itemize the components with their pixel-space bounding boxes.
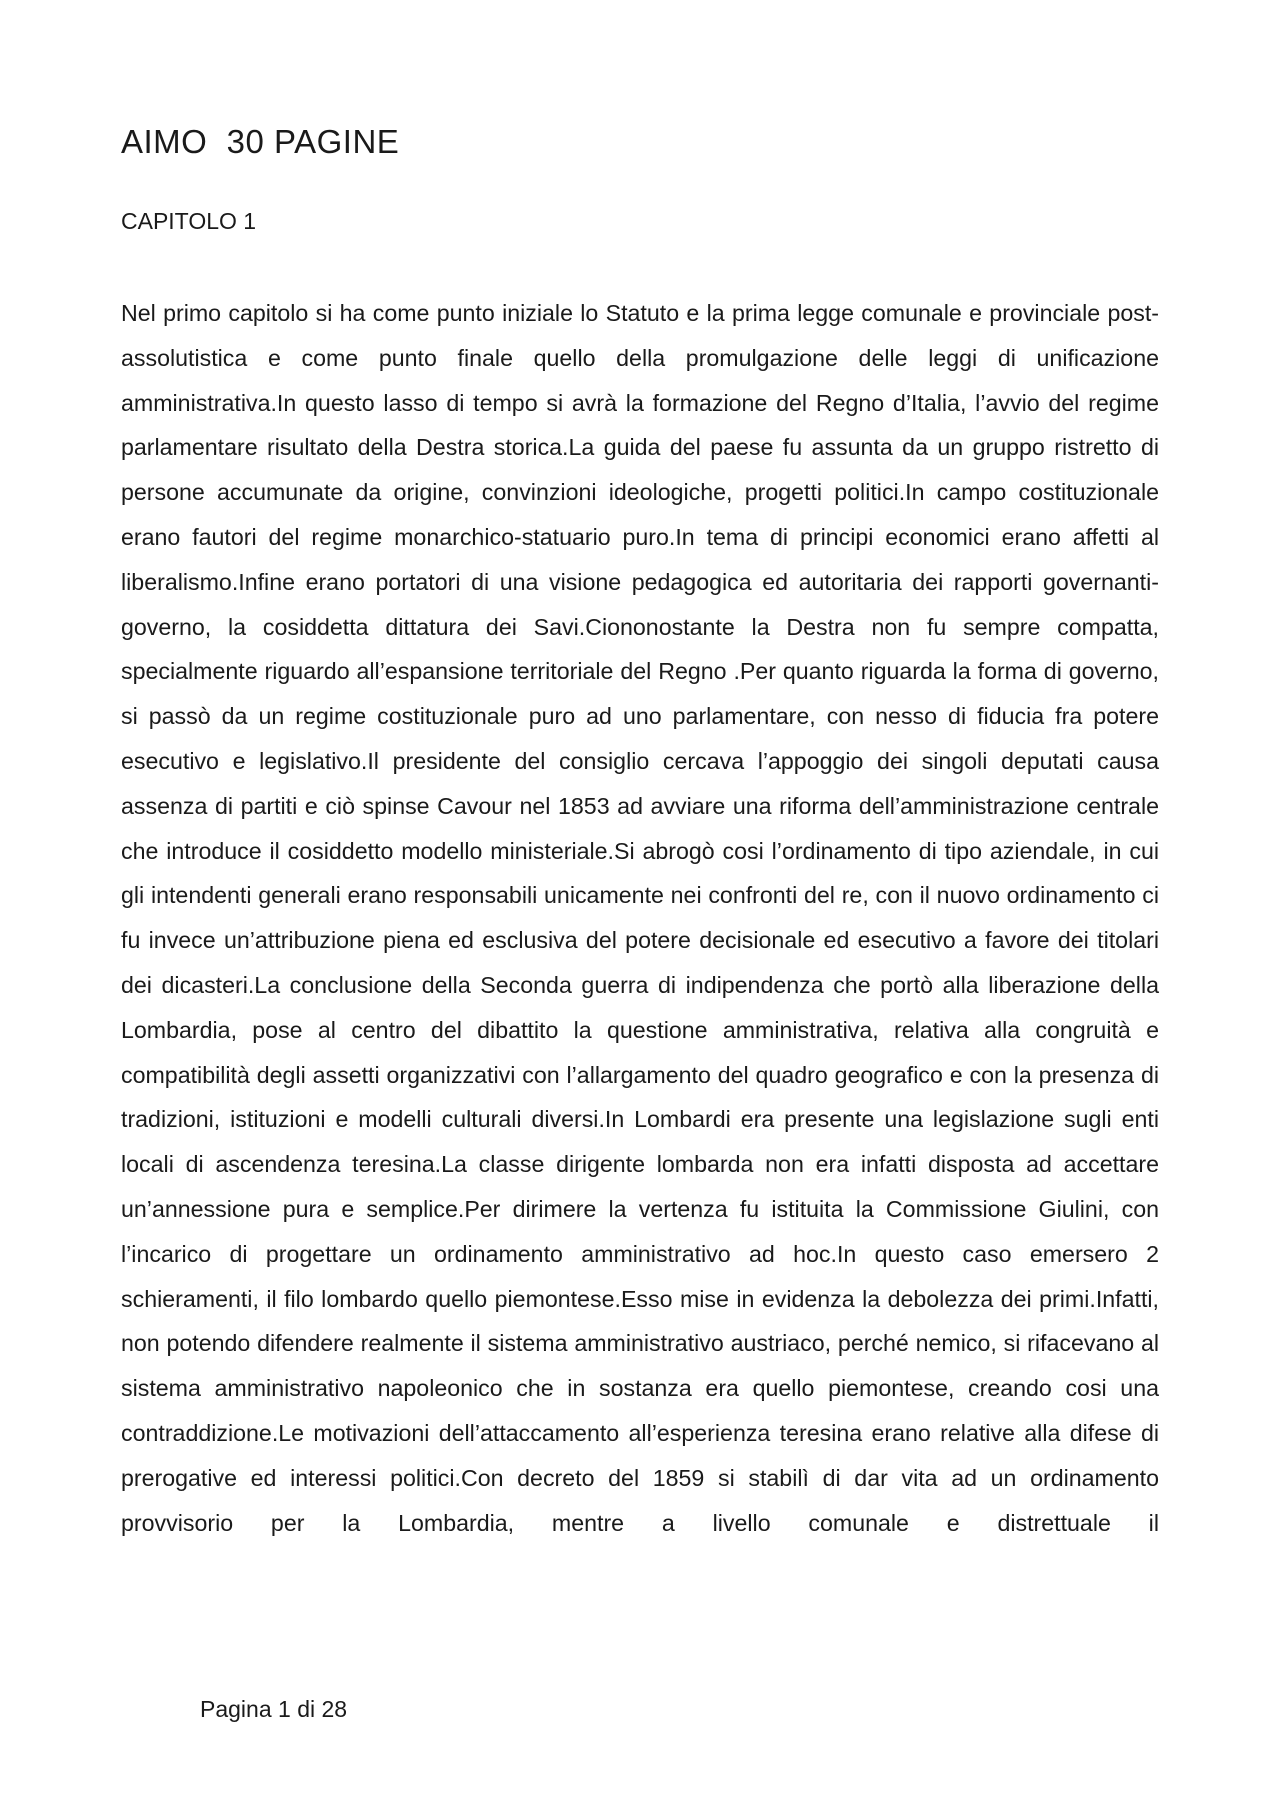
chapter-heading: CAPITOLO 1	[121, 208, 257, 234]
body-paragraph: Nel primo capitolo si ha come punto iniziale lo Statuto e la prima legge comunale e provinciale post-assolutistica e come punto finale quello della promulgazione delle leggi di unificazione amministrativa.In questo lasso di tempo si avrà la formazione del Regno d’Italia, l’avvio del regime parlamentare risultato della Destra storica.La guida del paese fu assunta da un gruppo ristretto di persone accumunate da origine, convinzioni ideologiche, progetti politici.In campo costituzionale erano fautori del regime monarchico-statuario puro.In tema di principi economici erano affetti al liberalismo.Infine erano portatori di una visione pedagogica ed autoritaria dei rapporti governanti-governo, la cosiddetta dittatura dei Savi.Ciononostante la Destra non fu sempre compatta, specialmente riguardo all’espansione territoriale del Regno .Per quanto riguarda la forma di governo, si passò da un regime costituzionale puro ad uno parlamentare, con nesso di fiducia fra potere esecutivo e legislativo.Il presidente del consiglio cercava l’appoggio dei singoli deputati causa assenza di partiti e ciò spinse Cavour nel 1853 ad avviare una riforma dell’amministrazione centrale che introduce il cosiddetto modello ministeriale.Si abrogò cosi l’ordinamento di tipo aziendale, in cui gli intendenti generali erano responsabili unicamente nei confronti del re, con il nuovo ordinamento ci fu invece un’attribuzione piena ed esclusiva del potere decisionale ed esecutivo a favore dei titolari dei dicasteri.La conclusione della Seconda guerra di indipendenza che portò alla liberazione della Lombardia, pose al centro del dibattito la questione amministrativa, relativa alla congruità e compatibilità degli assetti organizzativi con l’allargamento del quadro geografico e con la presenza di tradizioni, istituzioni e modelli culturali diversi.In Lombardi era presente una legislazione sugli enti locali di ascendenza teresina.La classe dirigente lombarda non era infatti disposta ad accettare un’annessione pura e semplice.Per dirimere la vertenza fu istituita la Commissione Giulini, con l’incarico di progettare un ordinamento amministrativo ad hoc.In questo caso emersero 2 schieramenti, il filo lombardo quello piemontese.Esso mise in evidenza la debolezza dei primi.Infatti, non potendo difendere realmente il sistema amministrativo austriaco, perché nemico, si rifacevano al sistema amministrativo napoleonico che in sostanza era quello piemontese, creando cosi una contraddizione.Le motivazioni dell’attaccamento all’esperienza teresina erano relative alla difese di prerogative ed interessi politici.Con decreto del 1859 si stabilì di dar vita ad un ordinamento provvisorio per la Lombardia, mentre a livello comunale e distrettuale il	[121, 300, 1159, 1536]
document-title: AIMO 30 PAGINE	[121, 123, 400, 160]
page-number-footer: Pagina 1 di 28	[200, 1696, 348, 1722]
